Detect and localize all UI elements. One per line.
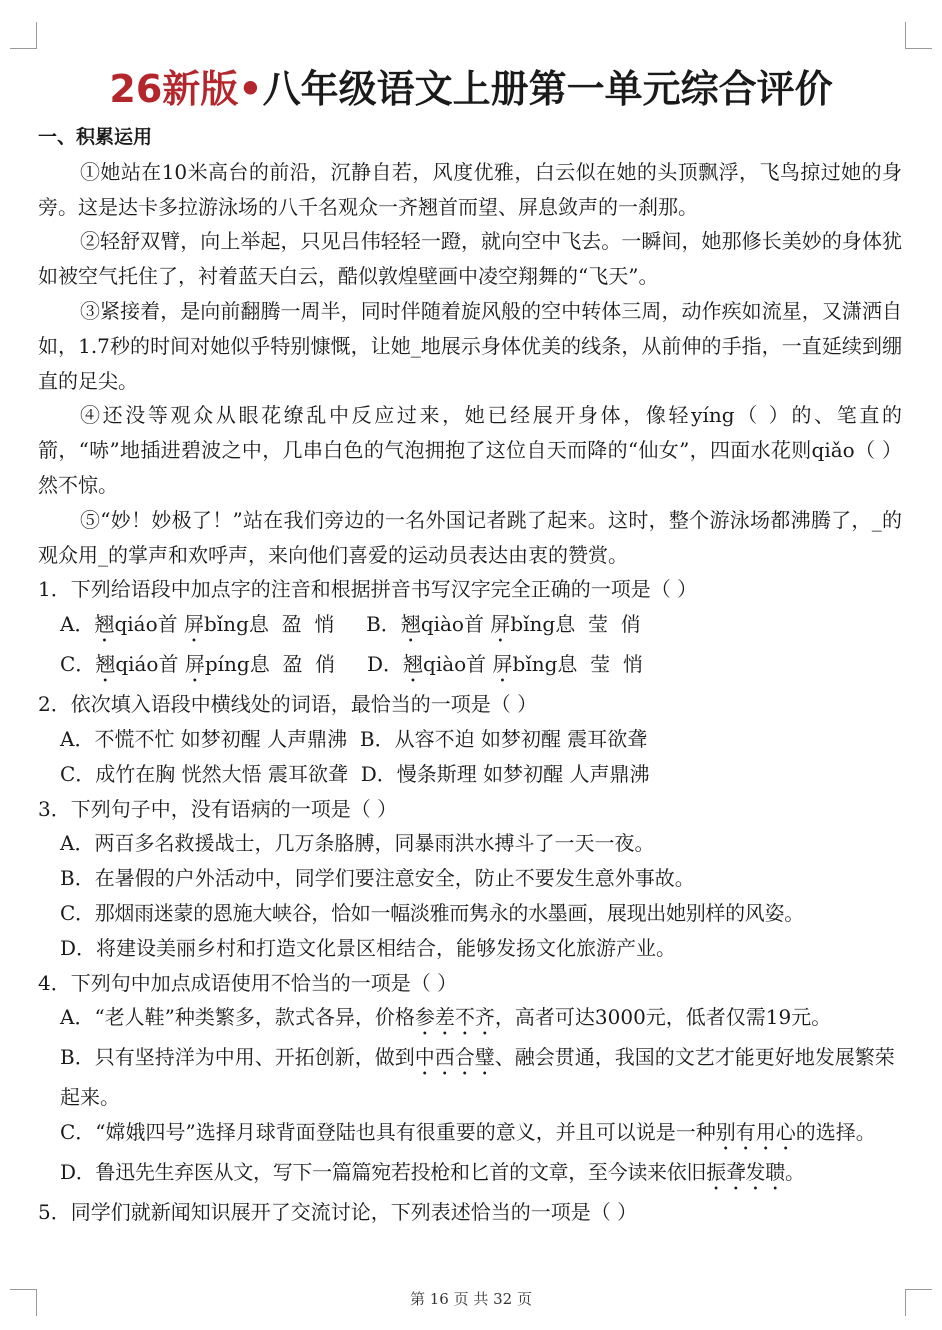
q2-option-c: C．成竹在胸 恍然大悟 震耳欲聋 [60, 761, 349, 786]
crop-mark-top-left [10, 22, 37, 49]
q4-option-b: B．只有坚持洋为中用、开拓创新，做到中西合璧、融会贯通，我国的文艺才能更好地发展繁荣起来。 [60, 1045, 895, 1110]
q2-option-a: A．不慌不忙 如梦初醒 人声鼎沸 [60, 726, 348, 751]
document-body [38, 120, 902, 1230]
question-2-options-row-1 [38, 722, 902, 757]
dotted-idiom: 别有用心 [715, 1120, 796, 1145]
question-1-stem: 1．下列给语段中加点字的注音和根据拼音书写汉字完全正确的一项是（ ） [38, 577, 698, 602]
page-title [0, 58, 942, 113]
q4-option-d: D．鲁迅先生弃医从文，写下一篇篇宛若投枪和匕首的文章，至今读来依旧振聋发聩。 [60, 1160, 805, 1185]
q4-option-c: C．“嫦娥四号”选择月球背面登陆也具有很重要的意义，并且可以说是一种别有用心的选择。 [60, 1120, 876, 1145]
passage-paragraph-2: ②轻舒双臂，向上举起，只见吕伟轻轻一蹬，就向空中飞去。一瞬间，她那修长美妙的身体犹如被空气托住了，衬着蓝天白云，酷似敦煌壁画中凌空翔舞的“飞天”。 [38, 229, 902, 289]
title-main: 八年级语文上册第一单元综合评价 [262, 67, 833, 111]
dotted-idiom: 参差不齐 [414, 1005, 495, 1030]
page-footer: 第 16 页 共 32 页 [409, 1290, 532, 1308]
q4-option-a: A．“老人鞋”种类繁多，款式各异，价格参差不齐，高者可达3000元，低者仅需19元。 [60, 1005, 832, 1030]
passage-paragraph-3: ③紧接着，是向前翻腾一周半，同时伴随着旋风般的空中转体三周，动作疾如流星，又潇洒自如，1.7秒的时间对她似乎特别慷慨，让她_地展示身体优美的线条，从前伸的手指，一直延续到绷直的足尖。 [38, 298, 902, 393]
question-2-options-row-2 [38, 757, 902, 792]
question-1-options-row-2 [38, 647, 902, 687]
q3-option-c: C．那烟雨迷蒙的恩施大峡谷，恰如一幅淡雅而隽永的水墨画，展现出她别样的风姿。 [60, 900, 804, 925]
q2-option-d: D．慢条斯理 如梦初醒 人声鼎沸 [360, 761, 650, 786]
q1-option-b: B．翘qiào首 屏bǐng息 莹 俏 [366, 612, 641, 637]
dotted-idiom: 中西合璧 [414, 1045, 495, 1070]
section-heading: 一、积累运用 [38, 126, 153, 148]
q2-option-b: B．从容不迫 如梦初醒 震耳欲聋 [359, 726, 648, 751]
question-5-stem: 5．同学们就新闻知识展开了交流讨论，下列表述恰当的一项是（ ） [38, 1200, 638, 1225]
q1-option-a: A．翘qiáo首 屏bǐng息 盈 悄 [60, 612, 335, 637]
passage-paragraph-4: ④还没等观众从眼花缭乱中反应过来，她已经展开身体，像轻yíng（ ）的、笔直的箭，“哧”地插进碧波之中，几串白色的气泡拥抱了这位自天而降的“仙女”，四面水花则qiǎo（ ）然不惊。 [38, 403, 902, 497]
q3-option-b: B．在暑假的户外活动中，同学们要注意安全，防止不要发生意外事故。 [60, 866, 695, 891]
question-3-stem: 3．下列句子中，没有语病的一项是（ ） [38, 796, 398, 821]
q3-option-a: A．两百多名救援战士，几万条胳膊，同暴雨洪水搏斗了一天一夜。 [60, 831, 655, 856]
passage-paragraph-5: ⑤“妙！妙极了！”站在我们旁边的一名外国记者跳了起来。这时，整个游泳场都沸腾了，_的观众用_的掌声和欢呼声，来向他们喜爱的运动员表达由衷的赞赏。 [38, 507, 902, 567]
q1-option-c: C．翘qiáo首 屏píng息 盈 俏 [60, 652, 336, 677]
question-1-options-row-1 [38, 607, 902, 647]
q3-option-d: D．将建设美丽乡村和打造文化景区相结合，能够发扬文化旅游产业。 [60, 935, 677, 960]
crop-mark-top-right [905, 22, 932, 49]
q1-option-d: D．翘qiào首 屏bǐng息 莹 悄 [366, 652, 643, 677]
question-4-stem: 4．下列句中加点成语使用不恰当的一项是（ ） [38, 970, 458, 995]
question-2-stem: 2．依次填入语段中横线处的词语，最恰当的一项是（ ） [38, 692, 538, 717]
title-prefix: 26新版• [109, 67, 263, 111]
dotted-idiom: 振聋发聩 [706, 1160, 785, 1185]
passage-paragraph-1: ①她站在10米高台的前沿，沉静自若，风度优雅，白云似在她的头顶飘浮，飞鸟掠过她的身旁。这是达卡多拉游泳场的八千名观众一齐翘首而望、屏息敛声的一刹那。 [38, 159, 902, 219]
